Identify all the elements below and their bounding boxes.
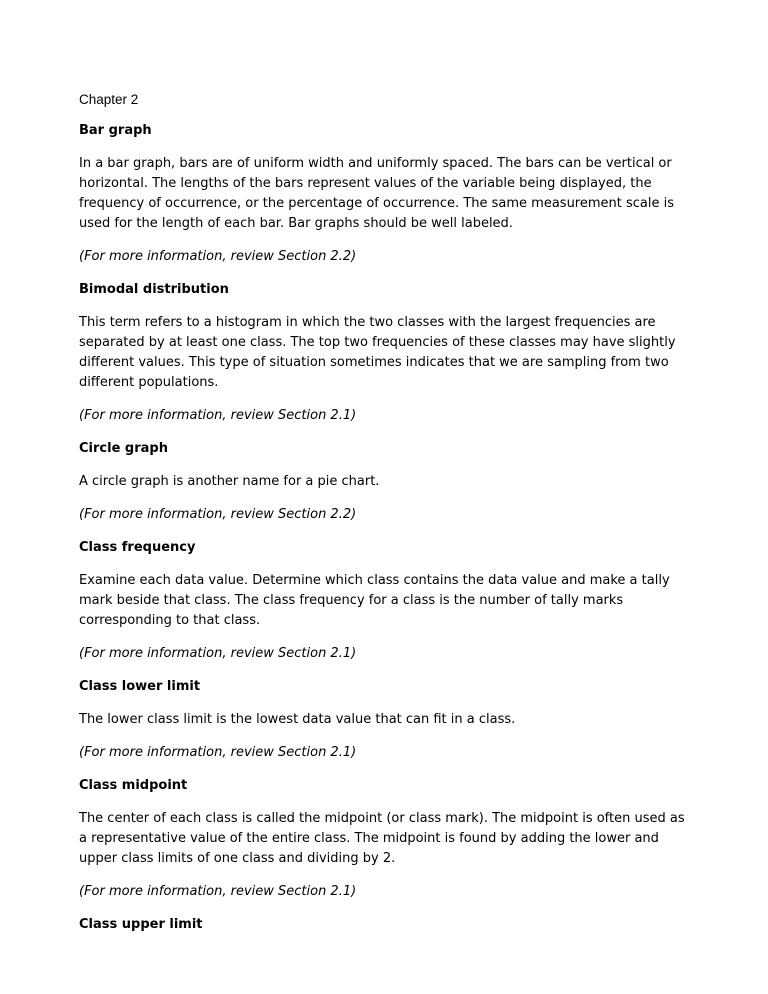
term-heading: Class upper limit bbox=[79, 917, 203, 932]
section-reference: (For more information, review Section 2.1) bbox=[79, 745, 357, 760]
section-reference: (For more information, review Section 2.1) bbox=[79, 408, 357, 423]
section-reference: (For more information, review Section 2.2) bbox=[79, 507, 357, 522]
term-heading: Circle graph bbox=[79, 441, 168, 456]
term-heading: Bimodal distribution bbox=[79, 282, 229, 297]
term-definition: The lower class limit is the lowest data value that can fit in a class. bbox=[79, 712, 516, 727]
document-page bbox=[79, 82, 691, 948]
term-heading: Bar graph bbox=[79, 123, 152, 138]
section-reference: (For more information, review Section 2.2) bbox=[79, 249, 357, 264]
term-definition: Examine each data value. Determine which class contains the data value and make a tally mark beside that class. The class frequency for a class is the number of tally marks corresponding to that class. bbox=[79, 573, 670, 628]
chapter-heading: Chapter 2 bbox=[79, 92, 139, 107]
term-definition: This term refers to a histogram in which the two classes with the largest frequencies are separated by at least one class. The top two frequencies of these classes may have slightly different values. This type of situation sometimes indicates that we are sampling from two different populations. bbox=[79, 315, 676, 390]
term-heading: Class lower limit bbox=[79, 679, 201, 694]
section-reference: (For more information, review Section 2.1) bbox=[79, 884, 357, 899]
term-definition: A circle graph is another name for a pie chart. bbox=[79, 474, 380, 489]
term-heading: Class frequency bbox=[79, 540, 196, 555]
term-definition: The center of each class is called the midpoint (or class mark). The midpoint is often used as a representative value of the entire class. The midpoint is found by adding the lower and upper class limits of one class and dividing by 2. bbox=[79, 811, 685, 866]
term-heading: Class midpoint bbox=[79, 778, 188, 793]
section-reference: (For more information, review Section 2.1) bbox=[79, 646, 357, 661]
term-definition: In a bar graph, bars are of uniform width and uniformly spaced. The bars can be vertical or horizontal. The lengths of the bars represent values of the variable being displayed, the frequency of occurrence, or the percentage of occurrence. The same measurement scale is used for the length of each bar. Bar graphs should be well labeled. bbox=[79, 156, 675, 231]
